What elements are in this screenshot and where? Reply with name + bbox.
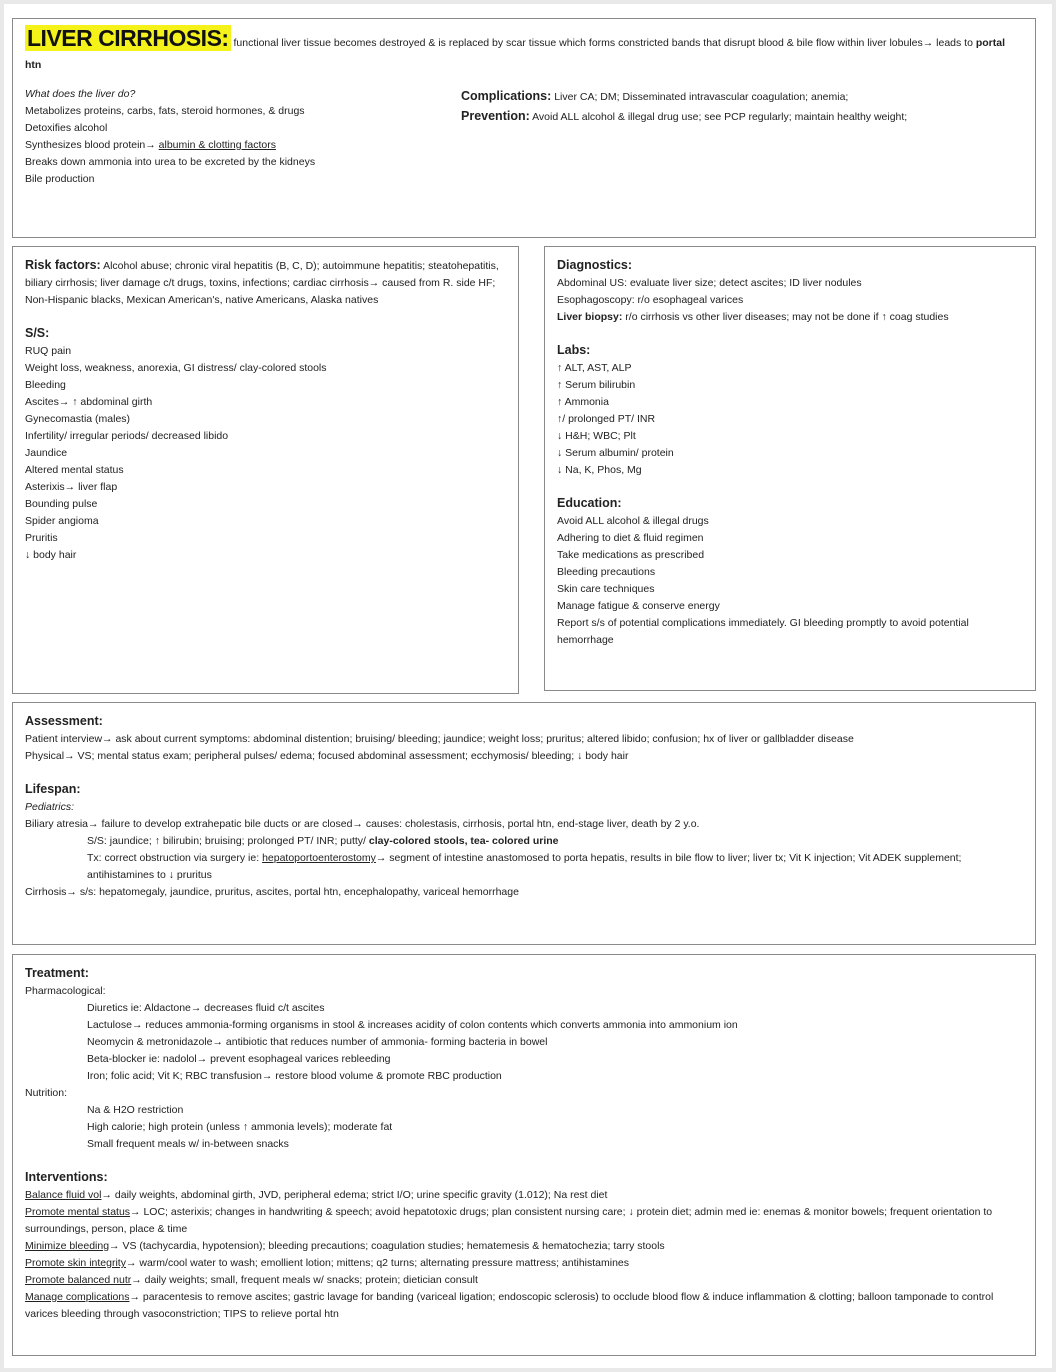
intervention-item [25, 1238, 1023, 1255]
diagnostics-section [544, 246, 1036, 691]
biliary-tx-prefix: Tx: correct obstruction via surgery ie: [87, 852, 263, 864]
list-item: Bleeding [25, 379, 66, 391]
list-item: ↑ Serum bilirubin [557, 379, 636, 391]
list-item: Gynecomastia (males) [25, 413, 131, 425]
list-item: Small frequent meals w/ in-between snacks [87, 1138, 289, 1150]
assessment-section [12, 702, 1036, 945]
portal-htn-term: portal htn [25, 37, 1006, 71]
list-item: Asterixis→ liver flap [25, 481, 118, 493]
list-item: RUQ pain [25, 345, 72, 357]
complications-heading: Complications: [461, 89, 552, 103]
list-item: Esophagoscopy: r/o esophageal varices [557, 294, 744, 306]
ss-list [25, 343, 506, 564]
prevention-line [461, 106, 1023, 126]
list-item: Infertility/ irregular periods/ decreased libido [25, 430, 229, 442]
intervention-item [25, 1255, 1023, 1272]
list-item: Breaks down ammonia into urea to be excreted by the kidneys [25, 156, 316, 168]
list-item: Detoxifies alcohol [25, 122, 108, 134]
biliary-ss-line [25, 833, 1023, 850]
physical-line: Physical→ VS; mental status exam; peripheral pulses/ edema; focused abdominal assessment; ecchymosis/ bleeding; ↓ body hair [25, 750, 629, 762]
list-item: ↓ Na, K, Phos, Mg [557, 464, 642, 476]
synth-underlined: albumin & clotting factors [158, 139, 276, 151]
overview-section [12, 18, 1036, 238]
intervention-text: → paracentesis to remove ascites; gastric lavage for banding (variceal ligation; endoscopic sclerosis) to occlude blood flow & induce inflammation & clotting; balloon tamponade to control varices bleeding through vasoconstriction; TIPS to relieve portal htn [25, 1291, 994, 1320]
complications-text: Liver CA; DM; Disseminated intravascular coagulation; anemia; [551, 91, 849, 103]
treatment-section [12, 954, 1036, 1356]
assessment-heading: Assessment: [25, 714, 103, 728]
title-row [25, 27, 1023, 76]
intervention-title: Balance fluid vol [25, 1189, 102, 1201]
list-item: Weight loss, weakness, anorexia, GI distress/ clay-colored stools [25, 362, 327, 374]
list-item: Lactulose→ reduces ammonia-forming organisms in stool & increases acidity of colon contents which converts ammonia into ammonium ion [87, 1019, 738, 1031]
liver-functions [25, 86, 461, 188]
list-item: Abdominal US: evaluate liver size; detect ascites; ID liver nodules [557, 277, 862, 289]
labs-heading: Labs: [557, 343, 591, 357]
lifespan-heading: Lifespan: [25, 782, 81, 796]
intervention-text: → VS (tachycardia, hypotension); bleeding precautions; coagulation studies; hematemesis & hematochezia; tarry stools [109, 1240, 665, 1252]
biopsy-label: Liver biopsy: [557, 311, 623, 323]
list-item: Bleeding precautions [557, 566, 656, 578]
list-item: Altered mental status [25, 464, 124, 476]
biliary-ss-bold: clay-colored stools, tea- colored urine [368, 835, 559, 847]
list-item: ↓ body hair [25, 549, 77, 561]
list-item: Pruritis [25, 532, 58, 544]
list-item: Iron; folic acid; Vit K; RBC transfusion→ restore blood volume & promote RBC production [87, 1070, 502, 1082]
interview-line: Patient interview→ ask about current symptoms: abdominal distention; bruising/ bleeding; jaundice; weight loss; pruritus; altered libido; confusion; hx of liver or gallbladder disease [25, 733, 854, 745]
liver-question: What does the liver do? [25, 88, 136, 100]
intervention-item [25, 1289, 1023, 1323]
biliary-tx-suffix: → segment of intestine anastomosed to porta hepatis, results in bile flow to liver; liver tx; Vit K injection; Vit ADEK supplement; antihistamines to ↓ pruritus [87, 852, 962, 881]
interventions-heading: Interventions: [25, 1170, 108, 1184]
intervention-item [25, 1187, 1023, 1204]
list-item: Take medications as prescribed [557, 549, 705, 561]
intervention-title: Promote balanced nutr [25, 1274, 132, 1286]
list-item: ↓ Serum albumin/ protein [557, 447, 674, 459]
list-item: Ascites→ ↑ abdominal girth [25, 396, 153, 408]
biliary-line: Biliary atresia→ failure to develop extrahepatic bile ducts or are closed→ causes: cholestasis, cirrhosis, portal htn, end-stage liver, death by 2 y.o. [25, 818, 700, 830]
intervention-text: → LOC; asterixis; changes in handwriting & speech; avoid hepatotoxic drugs; plan consistent nursing care; ↓ protein diet; admin med ie: enemas & monitor bowels; frequent orientation to surroundings, person, place & time [25, 1206, 993, 1235]
synth-prefix: Synthesizes blood protein→ [25, 139, 159, 151]
page-title: LIVER CIRRHOSIS: [27, 25, 229, 51]
complications-line [461, 86, 1023, 106]
list-item: Adhering to diet & fluid regimen [557, 532, 704, 544]
list-item: High calorie; high protein (unless ↑ ammonia levels); moderate fat [87, 1121, 393, 1133]
treatment-heading: Treatment: [25, 966, 89, 980]
cirrhosis-line: Cirrhosis→ s/s: hepatomegaly, jaundice, pruritus, ascites, portal htn, encephalopathy, variceal hemorrhage [25, 886, 519, 898]
biopsy-text: r/o cirrhosis vs other liver diseases; may not be done if ↑ coag studies [622, 311, 949, 323]
list-item: Spider angioma [25, 515, 99, 527]
list-item: Bile production [25, 173, 95, 185]
intervention-item [25, 1204, 1023, 1238]
education-heading: Education: [557, 496, 622, 510]
biliary-tx-line [25, 850, 1023, 884]
risk-factors-text: Alcohol abuse; chronic viral hepatitis (B, C, D); autoimmune hepatitis; steatohepatitis, biliary cirrhosis; liver damage c/t drugs, toxins, infections; cardiac cirrhosis→ caused from R. side HF; Non-Hispanic blacks, Mexican American's, native Americans, Alaska natives [25, 260, 499, 306]
biliary-tx-procedure: hepatoportoenterostomy [262, 852, 376, 864]
intervention-title: Promote mental status [25, 1206, 131, 1218]
list-item: Skin care techniques [557, 583, 655, 595]
list-item: ↑ Ammonia [557, 396, 609, 408]
diagnostics-heading: Diagnostics: [557, 258, 633, 272]
intervention-item [25, 1272, 1023, 1289]
pediatrics-label: Pediatrics: [25, 801, 75, 813]
intervention-title: Minimize bleeding [25, 1240, 110, 1252]
list-item: Jaundice [25, 447, 68, 459]
ss-heading: S/S: [25, 326, 50, 340]
pharm-label: Pharmacological: [25, 985, 106, 997]
list-item: Beta-blocker ie: nadolol→ prevent esophageal varices rebleeding [87, 1053, 391, 1065]
list-item [25, 137, 461, 154]
risk-factors-section [12, 246, 519, 694]
list-item: Report s/s of potential complications immediately. GI bleeding promptly to avoid potential hemorrhage [557, 617, 969, 646]
list-item: Bounding pulse [25, 498, 98, 510]
complications-prevention [461, 86, 1023, 188]
prevention-heading: Prevention: [461, 109, 530, 123]
document-page [4, 4, 1052, 1368]
list-item: Metabolizes proteins, carbs, fats, steroid hormones, & drugs [25, 105, 305, 117]
intervention-text: → daily weights, abdominal girth, JVD, peripheral edema; strict I/O; urine specific gravity (1.012); Na rest diet [101, 1189, 608, 1201]
list-item: Na & H2O restriction [87, 1104, 184, 1116]
biliary-ss-text: S/S: jaundice; ↑ bilirubin; bruising; prolonged PT/ INR; putty/ [87, 835, 369, 847]
risk-factors-paragraph [25, 255, 506, 309]
intervention-text: → warm/cool water to wash; emollient lotion; mittens; q2 turns; alternating pressure mattress; antihistamines [125, 1257, 630, 1269]
intervention-text: → daily weights; small, frequent meals w/ snacks; protein; dietician consult [131, 1274, 478, 1286]
title-description: functional liver tissue becomes destroyed & is replaced by scar tissue which forms constricted bands that disrupt blood & bile flow within liver lobules→ leads to [230, 37, 976, 49]
nutrition-label: Nutrition: [25, 1087, 68, 1099]
list-item: ↑/ prolonged PT/ INR [557, 413, 656, 425]
list-item: ↑ ALT, AST, ALP [557, 362, 632, 374]
risk-factors-heading: Risk factors: [25, 258, 101, 272]
list-item: Diuretics ie: Aldactone→ decreases fluid c/t ascites [87, 1002, 325, 1014]
biopsy-line [557, 309, 1023, 326]
list-item: ↓ H&H; WBC; Plt [557, 430, 636, 442]
list-item: Neomycin & metronidazole→ antibiotic that reduces number of ammonia- forming bacteria in bowel [87, 1036, 548, 1048]
list-item: Avoid ALL alcohol & illegal drugs [557, 515, 709, 527]
list-item: Manage fatigue & conserve energy [557, 600, 720, 612]
intervention-title: Manage complications [25, 1291, 130, 1303]
intervention-title: Promote skin integrity [25, 1257, 126, 1269]
prevention-text: Avoid ALL alcohol & illegal drug use; see PCP regularly; maintain healthy weight; [529, 111, 908, 123]
